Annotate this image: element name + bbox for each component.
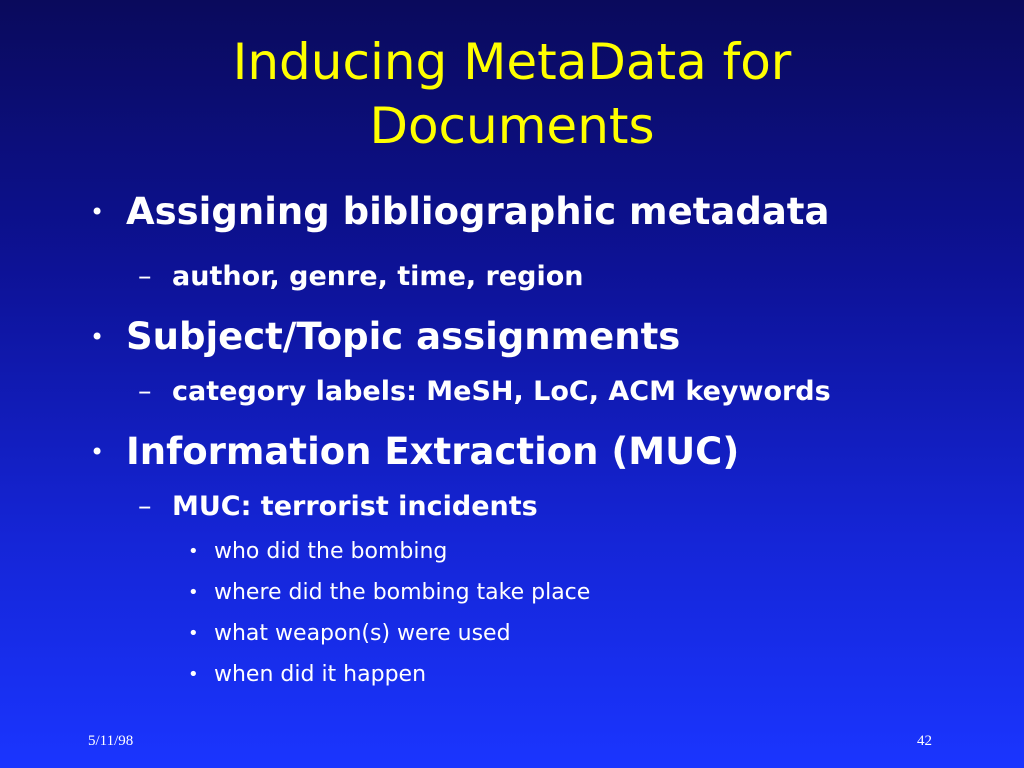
dash-icon: – [138,261,152,292]
small-bullet-icon: • [188,582,199,603]
bullet-text: Subject/Topic assignments [126,315,681,358]
small-bullet-icon: • [188,623,199,644]
bullet-text: Assigning bibliographic metadata [126,190,830,233]
bullet-icon: • [90,323,105,351]
bullet-text: Information Extraction (MUC) [126,430,740,473]
sub-sub-bullet-text: what weapon(s) were used [214,621,511,646]
slide-title [0,30,1024,158]
sub-sub-bullet-text: when did it happen [214,662,427,687]
footer-date: 5/11/98 [88,733,134,749]
slide-title-line-2: Documents [369,97,655,155]
slide-title-line-1: Inducing MetaData for [232,33,792,91]
sub-sub-bullet-text: who did the bombing [214,539,448,564]
footer-page-number: 42 [917,733,932,749]
sub-sub-bullet-text: where did the bombing take place [214,580,591,605]
dash-icon: – [138,491,152,522]
sub-bullet-text: category labels: MeSH, LoC, ACM keywords [172,376,831,407]
bullet-icon: • [90,198,105,226]
sub-bullet-text: MUC: terrorist incidents [172,491,538,522]
sub-bullet-text: author, genre, time, region [172,261,584,292]
bullet-icon: • [90,438,105,466]
small-bullet-icon: • [188,541,199,562]
dash-icon: – [138,376,152,407]
small-bullet-icon: • [188,664,199,685]
